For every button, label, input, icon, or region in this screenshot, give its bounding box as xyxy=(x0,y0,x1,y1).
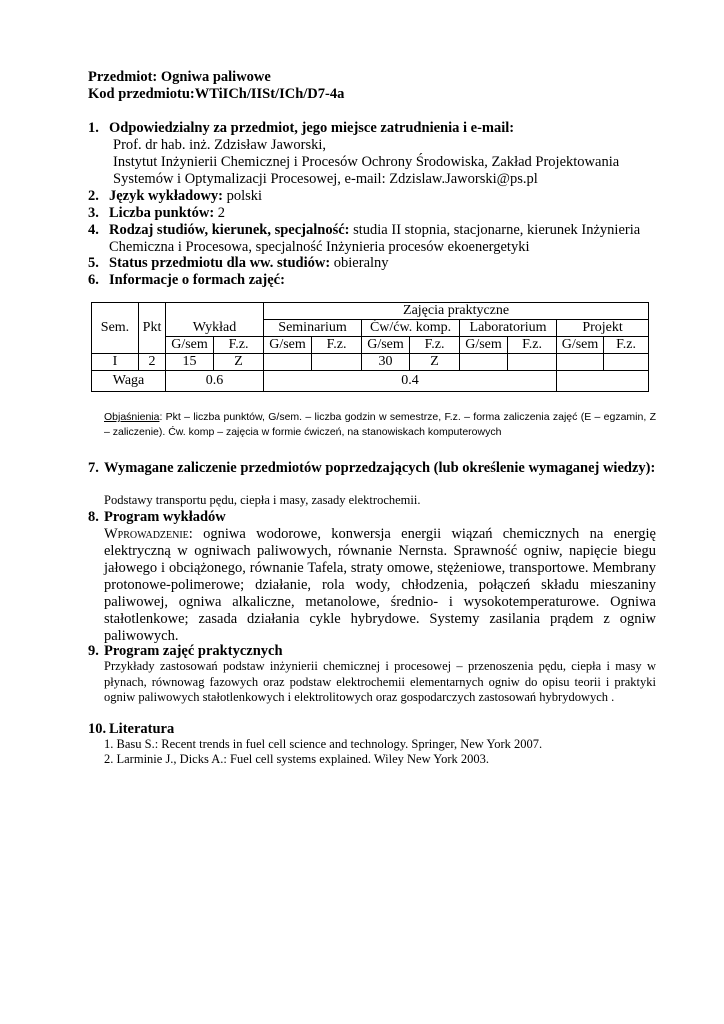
cell-pkt: 2 xyxy=(139,354,166,371)
header-pkt: Pkt xyxy=(139,303,166,354)
section-3-value: 2 xyxy=(214,205,226,221)
header-lab-fz: F.z. xyxy=(508,337,557,354)
section-1-number: 1. xyxy=(88,120,99,136)
section-4-number: 4. xyxy=(88,222,99,238)
section-3-line xyxy=(109,205,225,222)
header-exercises: Ćw/ćw. komp. xyxy=(362,320,460,337)
section-2-value: polski xyxy=(223,188,263,204)
section-8-text: : ogniwa wodorowe, konwersja energii wiązań chemicznych na energię elektryczną w ogniwach paliwowych, równanie Nernsta. Sprawność ogniw, napięcie biegu jałowego i obciążonego, równanie Tafela, straty omowe, stężeniowe, transportowe. Membrany protonowe-polimerowe; działanie, rola wody, chłodzenia, połączeń składu mieszaniny paliwowej, ogniwa alkaliczne, metanolowe, średnio- i wysokotemperaturowe. Ogniwa stałotlenkowe; zasada działania cykle hybrydowe. Systemy zasilania prądem z ogniw paliwowych. xyxy=(104,526,656,644)
header-seminar-gsem: G/sem xyxy=(264,337,312,354)
section-2-line xyxy=(109,188,262,205)
header-lecture-gsem: G/sem xyxy=(166,337,214,354)
section-1-line-2: Instytut Inżynierii Chemicznej i Procesów Ochrony Środowiska, Zakład Projektowania xyxy=(113,154,620,170)
section-9-title: Program zajęć praktycznych xyxy=(104,643,283,659)
header-lab: Laboratorium xyxy=(460,320,557,337)
subject-title: Przedmiot: Ogniwa paliwowe xyxy=(88,69,271,85)
header-practical: Zajęcia praktyczne xyxy=(264,303,649,320)
section-3-label: Liczba punktów: xyxy=(109,205,215,221)
section-5-label: Status przedmiotu dla ww. studiów: xyxy=(109,255,331,271)
table-header-row-3 xyxy=(92,337,649,354)
cell-project-fz xyxy=(604,354,649,371)
section-4-line xyxy=(109,222,640,239)
cell-exercises-gsem: 30 xyxy=(362,354,410,371)
cell-lecture-gsem: 15 xyxy=(166,354,214,371)
section-7-body: Podstawy transportu pędu, ciepła i masy, zasady elektrochemii. xyxy=(104,493,421,507)
header-lab-gsem: G/sem xyxy=(460,337,508,354)
section-7-number: 7. xyxy=(88,460,99,476)
section-5-value: obieralny xyxy=(330,255,389,271)
section-7-title: Wymagane zaliczenie przedmiotów poprzedzających (lub określenie wymaganej wiedzy): xyxy=(104,460,656,476)
cell-weight-practical: 0.4 xyxy=(264,371,557,392)
header-seminar-fz: F.z. xyxy=(312,337,362,354)
header-lecture: Wykład xyxy=(166,303,264,337)
table-header-row-1 xyxy=(92,303,649,320)
cell-sem: I xyxy=(92,354,139,371)
cell-weight-empty xyxy=(557,371,649,392)
section-2-number: 2. xyxy=(88,188,99,204)
literature-item-2: 2. Larminie J., Dicks A.: Fuel cell systems explained. Wiley New York 2003. xyxy=(104,752,489,766)
section-5-line xyxy=(109,255,389,272)
cell-seminar-gsem xyxy=(264,354,312,371)
cell-exercises-fz: Z xyxy=(410,354,460,371)
header-project-fz: F.z. xyxy=(604,337,649,354)
section-9-body: Przykłady zastosowań podstaw inżynierii chemicznej i procesowej – przenoszenia pędu, ciepła i masy w płynach, równowag fazowych oraz podstaw elektrochemii elementarnych ogniw do opisu teorii i praktyki ogniw paliwowych stałotlenkowych i elektrolitowych oraz gospodarczych zastosowań hybrydowych . xyxy=(104,659,656,704)
table-weight-row xyxy=(92,371,649,392)
cell-seminar-fz xyxy=(312,354,362,371)
header-seminar: Seminarium xyxy=(264,320,362,337)
forms-of-classes-table xyxy=(91,302,649,392)
section-8-title: Program wykładów xyxy=(104,509,226,525)
subject-code: Kod przedmiotu:WTiICh/IISt/ICh/D7-4a xyxy=(88,86,345,102)
cell-lecture-fz: Z xyxy=(214,354,264,371)
section-5-number: 5. xyxy=(88,255,99,271)
section-4-label: Rodzaj studiów, kierunek, specjalność: xyxy=(109,222,350,238)
cell-weight-label: Waga xyxy=(92,371,166,392)
cell-lab-fz xyxy=(508,354,557,371)
header-project-gsem: G/sem xyxy=(557,337,604,354)
section-3-number: 3. xyxy=(88,205,99,221)
section-10-title: Literatura xyxy=(109,721,175,737)
section-9-number: 9. xyxy=(88,643,99,659)
literature-item-1: 1. Basu S.: Recent trends in fuel cell science and technology. Springer, New York 2007. xyxy=(104,737,543,751)
header-exercises-gsem: G/sem xyxy=(362,337,410,354)
section-2-label: Język wykładowy: xyxy=(109,188,223,204)
section-4-value: studia II stopnia, stacjonarne, kierunek Inżynieria xyxy=(349,222,641,238)
explanation-label: Objaśnienia xyxy=(104,411,160,423)
section-1-line-1: Prof. dr hab. inż. Zdzisław Jaworski, xyxy=(113,137,327,153)
header-project: Projekt xyxy=(557,320,649,337)
section-8-lead: Wprowadzenie xyxy=(104,526,189,542)
header-exercises-fz: F.z. xyxy=(410,337,460,354)
section-6-label: Informacje o formach zajęć: xyxy=(109,272,285,288)
table-row xyxy=(92,354,649,371)
header-sem: Sem. xyxy=(92,303,139,354)
section-1-title: Odpowiedzialny za przedmiot, jego miejsce zatrudnienia i e-mail: xyxy=(109,120,515,136)
cell-weight-lecture: 0.6 xyxy=(166,371,264,392)
section-1-line-3: Systemów i Optymalizacji Procesowej, e-mail: Zdzislaw.Jaworski@ps.pl xyxy=(113,171,538,187)
section-4-line-2: Chemiczna i Procesowa, specjalność Inżynieria procesów ekoenergetyki xyxy=(109,239,530,255)
header-lecture-fz: F.z. xyxy=(214,337,264,354)
section-6-number: 6. xyxy=(88,272,99,288)
section-10-number: 10. xyxy=(88,721,107,737)
cell-lab-gsem xyxy=(460,354,508,371)
cell-project-gsem xyxy=(557,354,604,371)
section-8-body xyxy=(104,526,656,645)
section-8-number: 8. xyxy=(88,509,99,525)
table-explanation xyxy=(104,410,656,440)
explanation-text: : Pkt – liczba punktów, G/sem. – liczba godzin w semestrze, F.z. – forma zaliczenia zajęć (E – egzamin, Z – zaliczenie). Ćw. komp – zajęcia w formie ćwiczeń, na stanowiskach komputerowych xyxy=(104,411,656,438)
